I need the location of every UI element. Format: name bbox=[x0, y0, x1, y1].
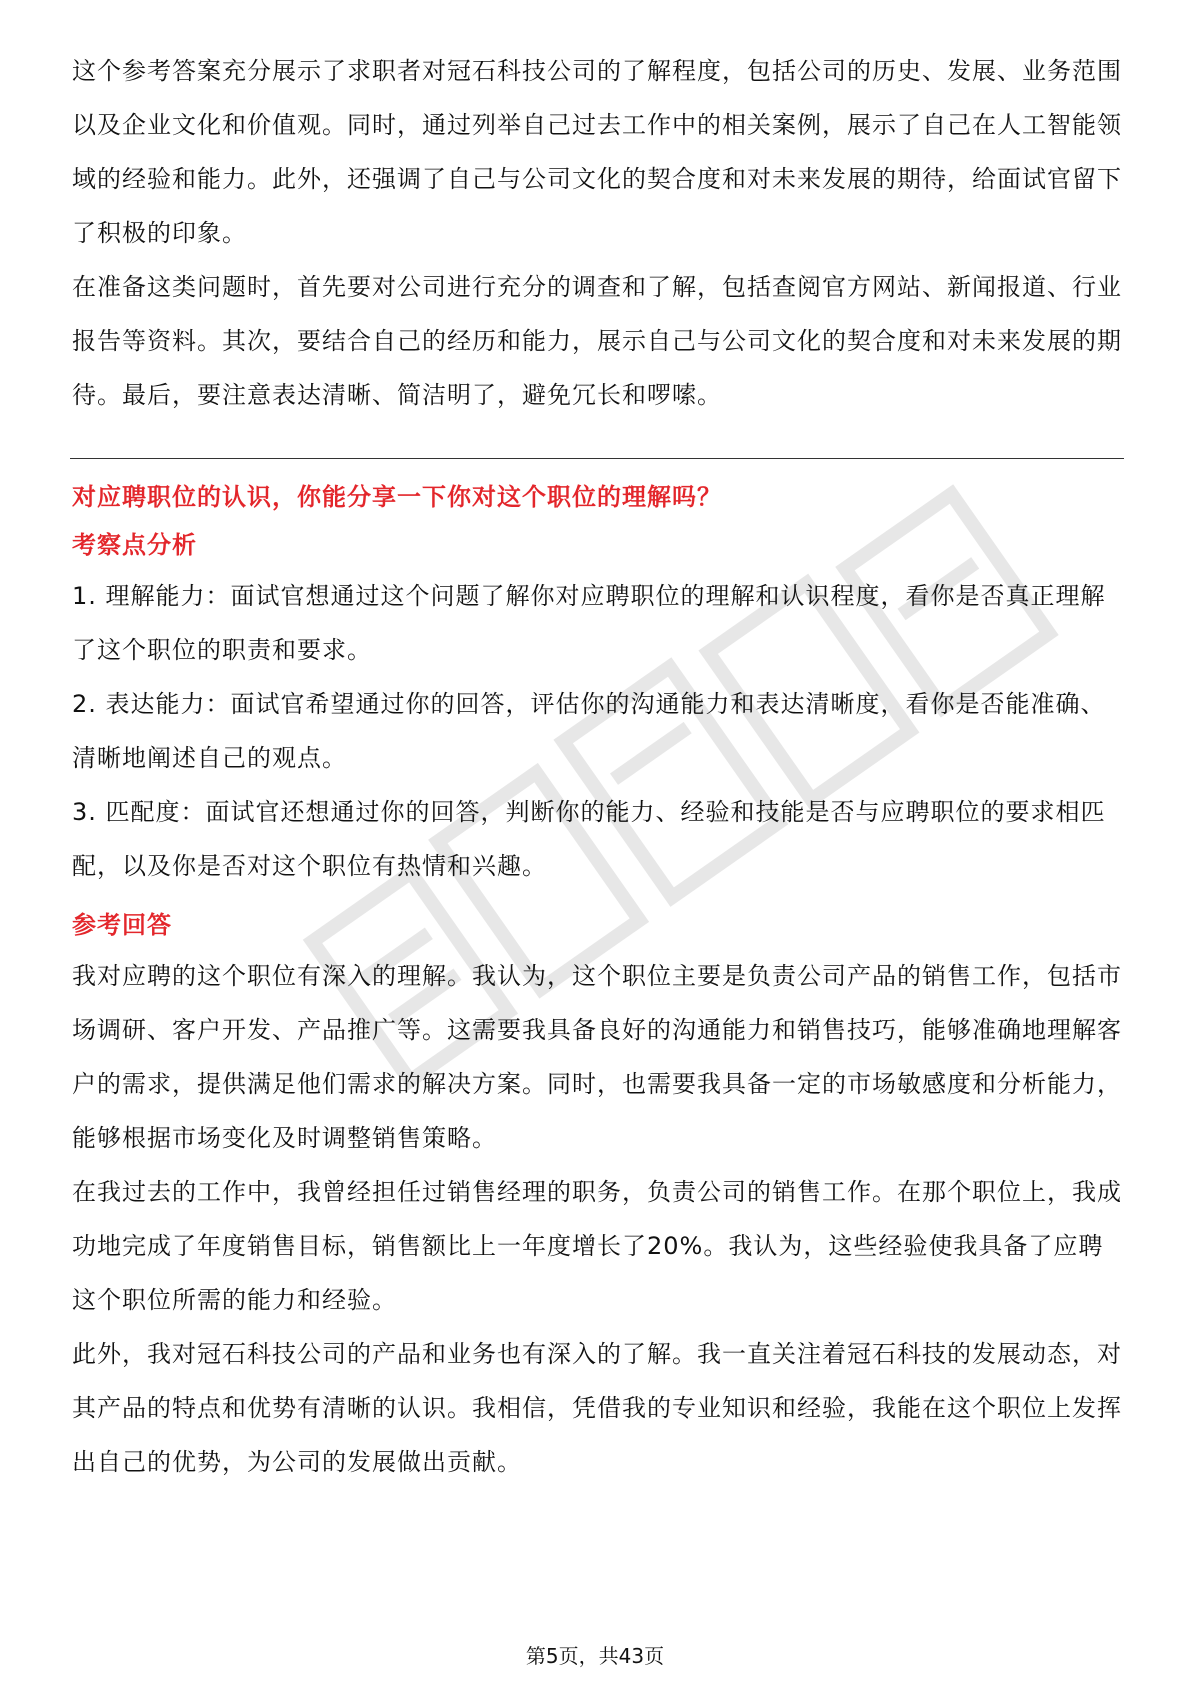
intro-paragraph: 这个参考答案充分展示了求职者对冠石科技公司的了解程度，包括公司的历史、发展、业务范围以及企业文化和价值观。同时，通过列举自己过去工作中的相关案例，展示了自己在人工智能领域的经验和能力。此外，还强调了自己与公司文化的契合度和对未来发展的期待，给面试官留下了积极的印象。 bbox=[72, 57, 1122, 247]
analysis-item: 3. 匹配度：面试官还想通过你的回答，判断你的能力、经验和技能是否与应聘职位的要求相匹配，以及你是否对这个职位有热情和兴趣。 bbox=[72, 798, 1106, 880]
section-divider bbox=[70, 458, 1124, 459]
answer-heading: 参考回答 bbox=[72, 911, 172, 939]
answer-paragraph: 在我过去的工作中，我曾经担任过销售经理的职务，负责公司的销售工作。在那个职位上，我成功地完成了年度销售目标，销售额比上一年度增长了20%。我认为，这些经验使我具备了应聘这个职位所需的能力和经验。 bbox=[72, 1178, 1122, 1314]
answer-paragraph: 此外，我对冠石科技公司的产品和业务也有深入的了解。我一直关注着冠石科技的发展动态，对其产品的特点和优势有清晰的认识。我相信，凭借我的专业知识和经验，我能在这个职位上发挥出自己的优势，为公司的发展做出贡献。 bbox=[72, 1340, 1122, 1476]
question-title: 对应聘职位的认识，你能分享一下你对这个职位的理解吗？ bbox=[72, 483, 722, 511]
analysis-item: 2. 表达能力：面试官希望通过你的回答，评估你的沟通能力和表达清晰度，看你是否能准确、清晰地阐述自己的观点。 bbox=[72, 690, 1106, 772]
analysis-item: 1. 理解能力：面试官想通过这个问题了解你对应聘职位的理解和认识程度，看你是否真正理解了这个职位的职责和要求。 bbox=[72, 582, 1106, 664]
intro-paragraph: 在准备这类问题时，首先要对公司进行充分的调查和了解，包括查阅官方网站、新闻报道、行业报告等资料。其次，要结合自己的经历和能力，展示自己与公司文化的契合度和对未来发展的期待。最后，要注意表达清晰、简洁明了，避免冗长和啰嗦。 bbox=[72, 273, 1122, 409]
page-number: 第5页，共43页 bbox=[525, 1644, 665, 1668]
answer-paragraph: 我对应聘的这个职位有深入的理解。我认为，这个职位主要是负责公司产品的销售工作，包括市场调研、客户开发、产品推广等。这需要我具备良好的沟通能力和销售技巧，能够准确地理解客户的需求，提供满足他们需求的解决方案。同时，也需要我具备一定的市场敏感度和分析能力，能够根据市场变化及时调整销售策略。 bbox=[72, 962, 1122, 1152]
analysis-heading: 考察点分析 bbox=[72, 531, 197, 559]
main-content bbox=[72, 44, 1122, 1489]
